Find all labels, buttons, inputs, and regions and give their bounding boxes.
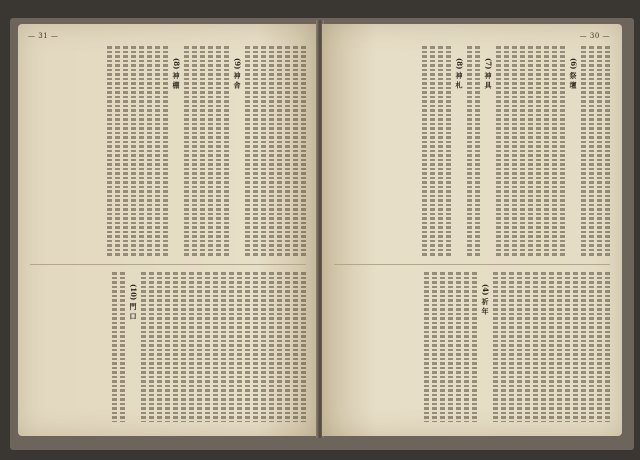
right-page-number: — 30 —	[579, 32, 610, 40]
text-column	[184, 46, 189, 256]
text-column	[285, 46, 290, 256]
text-column	[528, 46, 533, 256]
text-column	[237, 272, 242, 422]
text-column	[216, 46, 221, 256]
text-column	[536, 46, 541, 256]
right-block-divider	[334, 264, 610, 265]
text-column	[189, 272, 194, 422]
section-heading: (6) 祭 壇	[569, 58, 578, 89]
text-column	[293, 272, 298, 422]
text-column	[517, 272, 522, 422]
text-column	[438, 46, 443, 256]
text-column	[456, 272, 461, 422]
text-column	[277, 272, 282, 422]
text-column	[200, 46, 205, 256]
text-column	[541, 272, 546, 422]
text-column	[181, 272, 186, 422]
text-column	[467, 46, 472, 256]
section-heading: (7) 神 具	[484, 58, 493, 89]
left-upper-text-block	[30, 46, 306, 256]
text-column	[205, 272, 210, 422]
text-column	[293, 46, 298, 256]
text-column	[597, 272, 602, 422]
text-column	[512, 46, 517, 256]
text-column	[139, 46, 144, 256]
section-heading: (8) 神 棚	[172, 58, 181, 89]
text-column	[229, 272, 234, 422]
left-page-number: — 31 —	[28, 32, 59, 40]
right-lower-text-block	[334, 272, 610, 422]
text-column	[261, 272, 266, 422]
text-column	[213, 272, 218, 422]
text-column	[107, 46, 112, 256]
text-column	[581, 46, 586, 256]
right-page	[322, 24, 622, 436]
text-column	[549, 272, 554, 422]
text-column	[472, 272, 477, 422]
text-column	[301, 272, 306, 422]
text-column	[464, 272, 469, 422]
text-column	[525, 272, 530, 422]
left-page	[18, 24, 318, 436]
text-column	[605, 46, 610, 256]
text-column	[544, 46, 549, 256]
text-column	[155, 46, 160, 256]
text-column	[301, 46, 306, 256]
text-column	[573, 272, 578, 422]
text-column	[552, 46, 557, 256]
text-column	[173, 272, 178, 422]
text-column	[112, 272, 117, 422]
section-heading: (9) 神 舎	[233, 58, 242, 89]
text-column	[115, 46, 120, 256]
text-column	[565, 272, 570, 422]
section-heading: (8) 神 札	[455, 58, 464, 89]
text-column	[261, 46, 266, 256]
right-upper-text-block	[334, 46, 610, 256]
text-column	[446, 46, 451, 256]
section-heading: (10) 門 口	[129, 284, 138, 320]
left-lower-text-block	[30, 272, 306, 422]
text-column	[123, 46, 128, 256]
text-column	[589, 272, 594, 422]
text-column	[432, 272, 437, 422]
text-column	[504, 46, 509, 256]
text-column	[131, 46, 136, 256]
text-column	[597, 46, 602, 256]
text-column	[141, 272, 146, 422]
text-column	[165, 272, 170, 422]
text-column	[430, 46, 435, 256]
text-column	[163, 46, 168, 256]
text-column	[493, 272, 498, 422]
text-column	[269, 272, 274, 422]
text-column	[560, 46, 565, 256]
text-column	[120, 272, 125, 422]
text-column	[605, 272, 610, 422]
text-column	[253, 46, 258, 256]
text-column	[448, 272, 453, 422]
text-column	[147, 46, 152, 256]
text-column	[424, 272, 429, 422]
text-column	[496, 46, 501, 256]
text-column	[277, 46, 282, 256]
text-column	[269, 46, 274, 256]
text-column	[520, 46, 525, 256]
text-column	[422, 46, 427, 256]
text-column	[557, 272, 562, 422]
text-column	[533, 272, 538, 422]
section-heading: (4) 祈 年	[481, 284, 490, 315]
text-column	[475, 46, 480, 256]
left-block-divider	[30, 264, 306, 265]
text-column	[157, 272, 162, 422]
text-column	[221, 272, 226, 422]
text-column	[149, 272, 154, 422]
text-column	[509, 272, 514, 422]
text-column	[253, 272, 258, 422]
text-column	[192, 46, 197, 256]
text-column	[208, 46, 213, 256]
text-column	[224, 46, 229, 256]
text-column	[589, 46, 594, 256]
text-column	[501, 272, 506, 422]
text-column	[245, 46, 250, 256]
text-column	[197, 272, 202, 422]
text-column	[245, 272, 250, 422]
text-column	[581, 272, 586, 422]
text-column	[440, 272, 445, 422]
text-column	[285, 272, 290, 422]
